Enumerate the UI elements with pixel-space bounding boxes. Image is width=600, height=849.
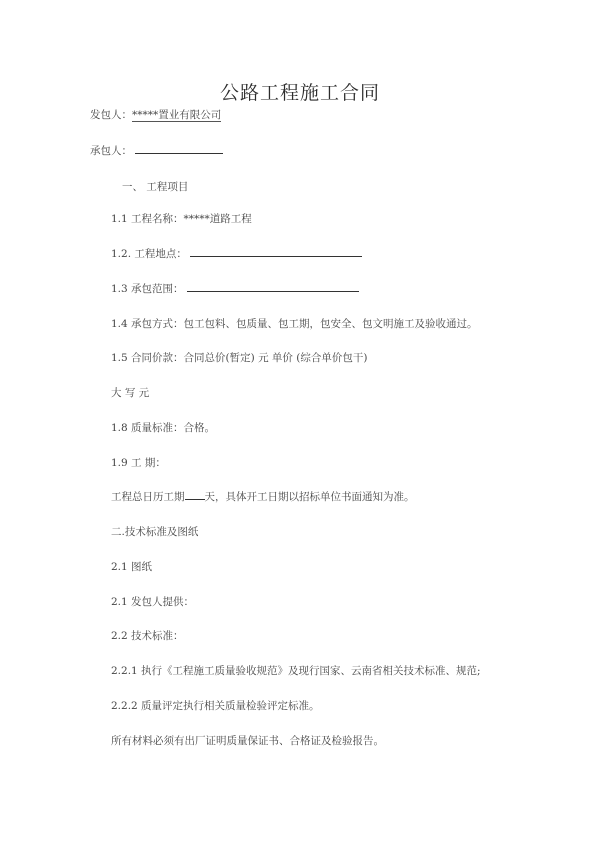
item-1-2-line <box>111 246 362 261</box>
scope-blank <box>187 281 359 292</box>
section1-heading: 一、 工程项目 <box>122 181 189 193</box>
duration-suffix: 天，具体开工日期以招标单位书面通知为准。 <box>204 491 415 503</box>
item-1-2-label: 1.2. 工程地点： <box>111 248 187 260</box>
item-1-3-label: 1.3 承包范围： <box>111 283 184 295</box>
item-2-2-2: 2.2.2 质量评定执行相关质量检验评定标准。 <box>111 700 320 712</box>
employer-line <box>90 107 221 122</box>
employer-label: 发包人： <box>90 109 132 121</box>
site-blank <box>190 246 362 257</box>
daxie-line: 大 写 元 <box>111 387 150 399</box>
item-1-3-line <box>111 281 359 296</box>
duration-line <box>111 489 415 504</box>
item-1-8: 1.8 质量标准：合格。 <box>111 422 216 434</box>
item-1-1: 1.1 工程名称：*****道路工程 <box>111 213 252 225</box>
page-title: 公路工程施工合同 <box>219 82 380 104</box>
item-2-1: 2.1 图纸 <box>111 561 153 573</box>
item-1-5: 1.5 合同价款：合同总价(暂定) 元 单价 (综合单价包干) <box>111 352 368 364</box>
duration-blank <box>185 489 205 500</box>
item-1-4: 1.4 承包方式：包工包料、包质量、包工期，包安全、包文明施工及验收通过。 <box>111 318 478 330</box>
materials-line: 所有材料必须有出厂证明质量保证书、合格证及检验报告。 <box>111 735 384 747</box>
contractor-blank <box>135 143 223 154</box>
duration-prefix: 工程总日历工期 <box>111 491 185 503</box>
employer-name: *****置业有限公司 <box>132 109 222 121</box>
item-2-1b: 2.1 发包人提供： <box>111 596 195 608</box>
item-2-2: 2.2 技术标准： <box>111 630 184 642</box>
item-2-2-1: 2.2.1 执行《工程施工质量验收规范》及现行国家、云南省相关技术标准、规范; <box>111 665 481 677</box>
contractor-label: 承包人： <box>90 145 132 157</box>
item-1-9: 1.9 工 期： <box>111 457 166 469</box>
section2-heading: 二.技术标准及图纸 <box>111 526 199 538</box>
contractor-line <box>90 143 223 158</box>
